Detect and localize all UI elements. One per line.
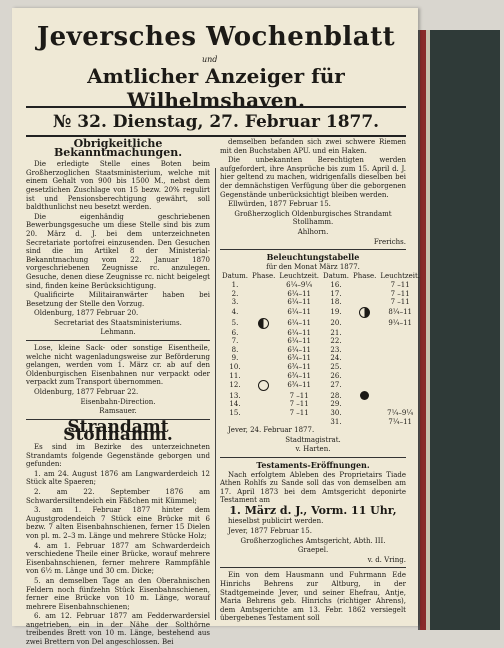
table-cell <box>250 363 277 372</box>
beleucht-date: Jever, 24. Februar 1877. <box>228 426 315 435</box>
table-row <box>220 281 422 290</box>
table-cell: 24. <box>330 354 342 363</box>
table-cell: 14. <box>229 400 241 409</box>
table-row <box>220 346 422 355</box>
bahn-date: Oldenburg, 1877 Februar 22. <box>34 388 139 397</box>
table-cell <box>351 318 378 329</box>
strand-sign-3: Frerichs. <box>373 237 406 246</box>
table-header: Datum. <box>222 272 248 281</box>
table-cell: 17. <box>330 289 342 298</box>
table-cell: 6¾–11 <box>287 371 311 380</box>
table-cell: 7 –11 <box>289 408 309 417</box>
table-cell <box>250 354 277 363</box>
testament-date: Jever, 1877 Februar 15. <box>228 527 312 536</box>
table-cell <box>250 298 277 307</box>
table-cell: 10. <box>229 363 241 372</box>
table-cell <box>351 307 378 318</box>
separator <box>220 457 406 458</box>
table-header: Leuchtzeit. <box>279 272 319 281</box>
left-column <box>26 138 210 648</box>
masthead-title: Jeversches Wochenblatt <box>36 22 396 52</box>
obrig-paragraph-3: Qualificirte Militairanwärter haben bei Besetzung der Stelle den Vorzug. <box>26 291 210 308</box>
strand-intro: Es sind im Bezirke des unterzeichneten Strandamts folgende Gegenstände geborgen und gefunden: <box>26 443 210 469</box>
table-cell <box>351 380 378 391</box>
strand-heading: Strandamt Stollhamm. <box>63 416 173 446</box>
table-cell: 6¼–11 <box>287 298 311 307</box>
table-cell: 9¼–11 <box>388 318 412 327</box>
masthead-subtitle: Amtlicher Anzeiger für Wilhelmshaven. <box>87 64 345 112</box>
strand-paragraph: Die unbekannten Berechtigten werden aufgefordert, ihre Ansprüche bis zum 15. April d. J. hier geltend zu machen, widrigenfalls dieselben bei der demnächstigen Verfügung über die geborgenen Gegenstände unberücksichtigt bleiben werden. <box>220 156 406 199</box>
moon-phase-icon <box>359 307 370 318</box>
table-cell: 7 –11 <box>289 400 309 409</box>
table-cell <box>351 298 378 307</box>
table-cell: 7 –11 <box>390 280 410 289</box>
strand-item: 4. am 1. Februar 1877 am Schwarderdeich verschiedene Theile einer Brücke, worauf mehrere Eisenbahnschienen, ferner mehrere Rammpfähle von 6½ m. Länge und 30 cm. Dicke; <box>26 541 210 576</box>
table-cell: 31. <box>330 417 342 426</box>
table-cell <box>250 372 277 381</box>
lighting-table <box>220 272 422 426</box>
table-row <box>220 318 422 329</box>
strand-continued: demselben befanden sich zwei schwere Riemen mit den Buchstaben APU. und ein Haken. <box>220 138 406 155</box>
table-cell: 6¾–11 <box>287 381 311 390</box>
table-cell: 29. <box>330 400 342 409</box>
table-cell: 15. <box>229 408 241 417</box>
table-cell: 2. <box>231 289 239 298</box>
book-edge <box>418 30 500 630</box>
bahn-paragraph: Lose, kleine Sack- oder sonstige Eisentheile, welche nicht wagenladungsweise zur Beförderung gelangen, werden vom 1. März cr. ab auf den Oldenburgischen Eisenbahnen nur verpackt oder verpackt zum Transport übernommen. <box>26 344 210 387</box>
table-cell <box>351 391 378 400</box>
moon-phase-icon <box>258 318 269 329</box>
table-row <box>220 418 422 427</box>
table-cell <box>378 391 422 400</box>
final-paragraph: Ein von dem Hausmann und Fuhrmann Ede Hinrichs Behrens zur Altburg, in der Stadtgemeinde Jever, und seiner Ehefrau, Antje, Maria Behrens geb. Hinrichs (richtiger Ahrens), dem Amtsgerichte am 13. Febr. 1862 versiegelt übergebenes Testament soll <box>220 571 406 623</box>
table-header: Leuchtzeit. <box>380 272 420 281</box>
table-cell: 9. <box>231 354 239 363</box>
strand-item: 2. am 22. September 1876 am Schwardersiltendeich ein Fäßchen mit Kümmel; <box>26 487 210 505</box>
table-cell: 6¼–11 <box>287 318 311 327</box>
table-cell: 8. <box>231 345 239 354</box>
table-cell <box>220 418 250 427</box>
table-cell: 22. <box>330 337 342 346</box>
table-cell: 7. <box>231 337 239 346</box>
issue-line: № 32. Dienstag, 27. Februar 1877. <box>52 112 380 132</box>
bahn-sign-1: Eisenbahn-Direction. <box>80 397 156 406</box>
table-cell: 6¼–11 <box>287 307 311 316</box>
testament-sign-1: Großherzogliches Amtsgericht, Abth. III. <box>240 536 386 545</box>
obrig-sign-1: Secretariat des Staatsministeriums. <box>54 318 182 327</box>
table-row <box>220 363 422 372</box>
strand-item: 6. am 12. Februar 1877 am Fedderwardersiel angetrieben, ein in der Nähe der Solthörne treibendes Brett von 10 m. Länge, bestehend aus zwei Brettern von Del angeschlossen. Bei <box>26 612 210 647</box>
table-cell <box>378 354 422 363</box>
rule-top <box>26 106 406 108</box>
table-row <box>220 354 422 363</box>
table-cell <box>351 363 378 372</box>
table-cell <box>351 354 378 363</box>
obrig-date: Oldenburg, 1877 Februar 20. <box>34 309 139 318</box>
table-cell: 6¾–11 <box>287 354 311 363</box>
table-row <box>220 290 422 299</box>
table-cell: 28. <box>330 391 342 400</box>
table-cell <box>250 281 277 290</box>
table-cell: 8¼–11 <box>388 307 412 316</box>
right-column <box>220 138 420 624</box>
beleucht-subheading: für den Monat März 1877. <box>266 262 360 271</box>
obrig-paragraph-1: Die erledigte Stelle eines Boten beim Großherzoglichen Staatsministerium, welche mit einem Gehalt von 900 bis 1500 M., nebst dem gesetzlichen Zuschlage von 15 bezw. 20% regulirt ist und Pensionsberechtigung gewährt, soll baldthunlichst neu besetzt werden. <box>26 160 210 212</box>
masthead-und: und <box>202 55 218 64</box>
table-cell <box>351 290 378 299</box>
table-cell <box>378 380 422 391</box>
table-cell <box>250 418 277 427</box>
table-cell: 4. <box>231 307 239 316</box>
column-divider <box>215 168 216 620</box>
table-cell <box>250 391 277 400</box>
testament-sign-3: v. d. Vring. <box>367 555 406 564</box>
table-cell: 7 –11 <box>289 391 309 400</box>
table-cell <box>351 337 378 346</box>
strand-sign-1: Großherzoglich Oldenburgisches Strandamt Stollhamm. <box>234 209 392 227</box>
table-cell <box>378 400 422 409</box>
table-row <box>220 400 422 409</box>
table-cell <box>250 380 277 391</box>
testament-heading: Testaments-Eröffnungen. <box>256 459 370 470</box>
table-cell: 21. <box>330 328 342 337</box>
table-cell <box>378 372 422 381</box>
testament-paragraph: Nach erfolgtem Ableben des Proprietairs Tiade Athen Rohlfs zu Sande soll das von demselben am 17. April 1873 bei dem Amtsgericht deponirte Testament am <box>220 470 406 505</box>
table-cell: 25. <box>330 363 342 372</box>
table-row <box>220 329 422 338</box>
separator <box>26 340 210 341</box>
table-cell: 7 –11 <box>390 298 410 307</box>
table-cell: 7¼–11 <box>388 417 412 426</box>
moon-phase-icon <box>360 391 369 400</box>
table-cell <box>351 281 378 290</box>
table-row <box>220 298 422 307</box>
table-row <box>220 409 422 418</box>
table-cell <box>250 318 277 329</box>
table-cell: 6¾–11 <box>287 363 311 372</box>
table-cell: 3. <box>231 298 239 307</box>
table-cell <box>378 329 422 338</box>
table-cell: 12. <box>229 381 241 390</box>
table-cell <box>378 337 422 346</box>
table-cell: 18. <box>330 298 342 307</box>
table-cell: 20. <box>330 318 342 327</box>
table-header: Phase. <box>352 272 377 281</box>
table-cell: 26. <box>330 371 342 380</box>
table-cell <box>250 400 277 409</box>
table-cell <box>378 363 422 372</box>
beleucht-sign-2: v. Harten. <box>295 445 331 454</box>
table-cell <box>351 400 378 409</box>
obrig-heading: Obrigkeitliche Bekanntmachungen. <box>53 137 183 159</box>
table-cell: 11. <box>229 371 241 380</box>
table-cell <box>250 307 277 318</box>
table-cell: 7¼–9¼ <box>387 408 414 417</box>
table-cell <box>250 346 277 355</box>
table-cell: 23. <box>330 345 342 354</box>
separator <box>220 249 406 250</box>
obrig-sign-2: Lehmann. <box>100 328 136 337</box>
table-cell: 19. <box>330 307 342 316</box>
testament-sign-2: Graepel. <box>297 546 329 555</box>
table-cell: 6¼–11 <box>287 328 311 337</box>
table-row <box>220 307 422 318</box>
table-cell <box>277 418 321 427</box>
table-cell: 6¼–11 <box>287 337 311 346</box>
table-row <box>220 391 422 400</box>
table-cell <box>378 346 422 355</box>
beleucht-sign-1: Stadtmagistrat. <box>285 435 341 444</box>
strand-item: 5. an demselben Tage an den Oberahnischen Feldern noch fünfzehn Stück Eisenbahnschienen, ferner eine Brücke von 10 m. Länge, worauf mehrere Eisenbahnschienen; <box>26 576 210 611</box>
separator <box>220 567 406 568</box>
table-cell <box>351 418 378 427</box>
table-cell <box>250 337 277 346</box>
strand-item: 3. am 1. Februar 1877 hinter dem Augustgrodendeich 7 Stück eine Brücke mit 6 bezw. 7 alten Eisenbahnschienen, ferner 15 Dielen von pl. m. 2–3 m. Länge und mehrere Stücke Holz; <box>26 506 210 540</box>
table-cell: 27. <box>330 381 342 390</box>
beleucht-heading: Beleuchtungstabelle <box>266 252 360 263</box>
newspaper-page <box>12 8 420 647</box>
table-header: Phase. <box>251 272 276 281</box>
table-cell <box>351 409 378 418</box>
table-row <box>220 380 422 391</box>
table-cell: 5. <box>231 318 239 327</box>
strand-date: Ellwürden, 1877 Februar 15. <box>228 200 331 209</box>
table-row <box>220 372 422 381</box>
strand-item: 1. am 24. August 1876 am Langwarderdeich 12 Stück alte Spaeren; <box>26 469 210 487</box>
table-cell: 6¼–11 <box>287 289 311 298</box>
table-cell <box>250 290 277 299</box>
table-cell: 13. <box>229 391 241 400</box>
testament-paragraph-2: hieselbst publicirt werden. <box>228 517 324 526</box>
table-header-row <box>220 272 422 281</box>
obrig-paragraph-2: Die eigenhändig geschriebenen Bewerbungsgesuche um diese Stelle sind bis zum 20. März d. J. bei dem unterzeichneten Secretariate portofrei einzusenden. Den Gesuchen sind die im Artikel 8 der Ministerial-Bekanntmachung vom 22. Januar 1870 vorgeschriebenen Zeugnisse rc. anzulegen. Gesuche, denen diese Zeugnisse rc. nicht beigelegt sind, finden keine Berücksichtigung. <box>26 212 210 290</box>
table-cell: 6. <box>231 328 239 337</box>
table-cell: 30. <box>330 408 342 417</box>
table-cell: 7 –11 <box>390 289 410 298</box>
bahn-sign-2: Ramsauer. <box>99 407 137 416</box>
table-cell <box>250 409 277 418</box>
table-header: Datum. <box>323 272 349 281</box>
table-cell <box>351 346 378 355</box>
table-cell: 16. <box>330 280 342 289</box>
table-body <box>220 281 422 426</box>
strand-sign-2: Ahlhorn. <box>297 227 329 236</box>
table-cell: 6¼–11 <box>287 345 311 354</box>
table-cell: 6¼–9¼ <box>286 280 313 289</box>
table-row <box>220 337 422 346</box>
table-cell: 1. <box>231 280 239 289</box>
table-cell <box>250 329 277 338</box>
testament-date-highlight: 1. März d. J., Vorm. 11 Uhr, <box>229 503 397 517</box>
moon-phase-icon <box>258 380 269 391</box>
table-cell <box>351 372 378 381</box>
table-cell <box>351 329 378 338</box>
